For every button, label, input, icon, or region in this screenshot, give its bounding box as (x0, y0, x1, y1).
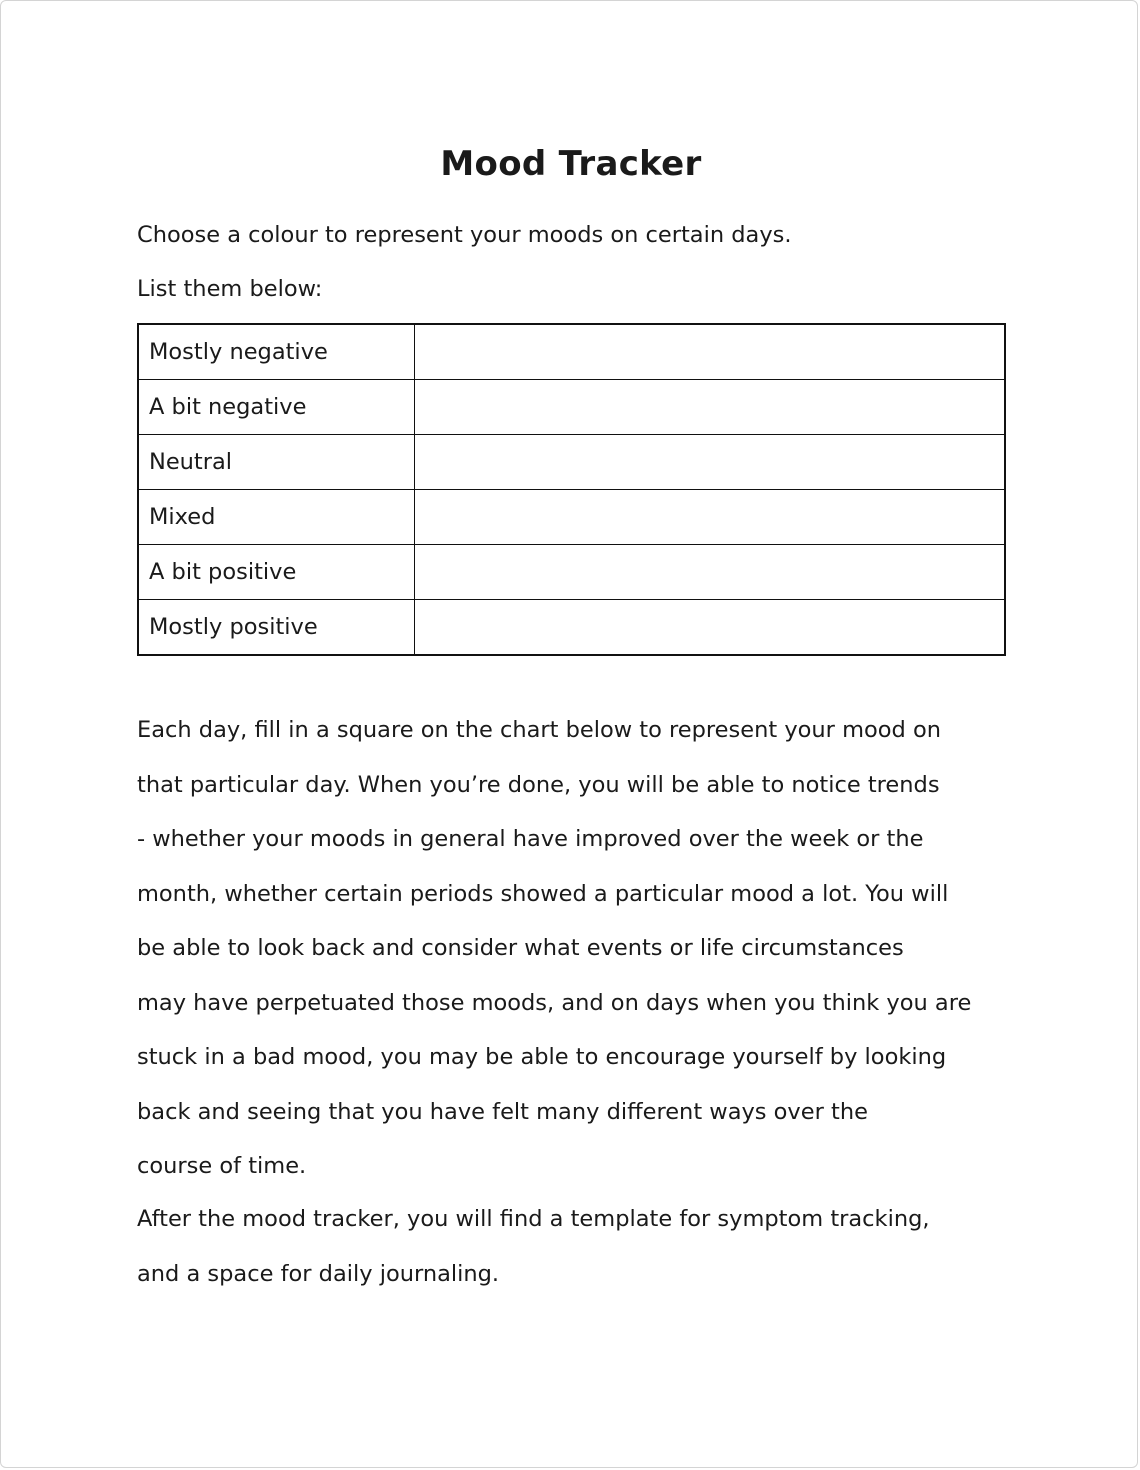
paragraph-line: be able to look back and consider what events or life circumstances (137, 935, 904, 961)
mood-row (138, 324, 1005, 379)
mood-label: A bit positive (138, 545, 414, 600)
mood-colour-cell[interactable] (414, 489, 1005, 544)
mood-colour-cell[interactable] (414, 545, 1005, 600)
paragraph-line: may have perpetuated those moods, and on days when you think you are (137, 989, 972, 1016)
next-sections-note (137, 1196, 1017, 1305)
paragraph-line: - whether your moods in general have improved over the week or the (137, 826, 924, 852)
paragraph-line: After the mood tracker, you will find a template for symptom tracking, (137, 1206, 930, 1232)
mood-row (138, 545, 1005, 600)
mood-label: Mixed (138, 489, 414, 544)
mood-label: Mostly negative (138, 324, 414, 379)
mood-row (138, 434, 1005, 489)
intro-instruction: Choose a colour to represent your moods on certain days. (137, 222, 792, 248)
paragraph-line: course of time. (137, 1153, 307, 1179)
paragraph-line: back and seeing that you have felt many different ways over the (137, 1098, 868, 1125)
mood-label: A bit negative (138, 379, 414, 434)
mood-row (138, 600, 1005, 655)
mood-colour-table (137, 323, 1006, 656)
mood-row (138, 489, 1005, 544)
paragraph-line: stuck in a bad mood, you may be able to encourage yourself by looking (137, 1044, 947, 1070)
mood-colour-cell[interactable] (414, 379, 1005, 434)
mood-colour-cell[interactable] (414, 434, 1005, 489)
paragraph-line: that particular day. When you’re done, you will be able to notice trends (137, 771, 940, 798)
instructions-paragraph (137, 706, 1017, 1197)
page-title: Mood Tracker (440, 144, 702, 184)
paragraph-line: and a space for daily journaling. (137, 1260, 500, 1287)
paragraph-line: month, whether certain periods showed a particular mood a lot. You will (137, 880, 949, 907)
paragraph-line: Each day, fill in a square on the chart below to represent your mood on (137, 717, 941, 743)
mood-colour-cell[interactable] (414, 600, 1005, 655)
mood-label: Neutral (138, 434, 414, 489)
mood-label: Mostly positive (138, 600, 414, 655)
mood-colour-cell[interactable] (414, 324, 1005, 379)
intro-list-prompt: List them below: (137, 276, 323, 302)
mood-row (138, 379, 1005, 434)
